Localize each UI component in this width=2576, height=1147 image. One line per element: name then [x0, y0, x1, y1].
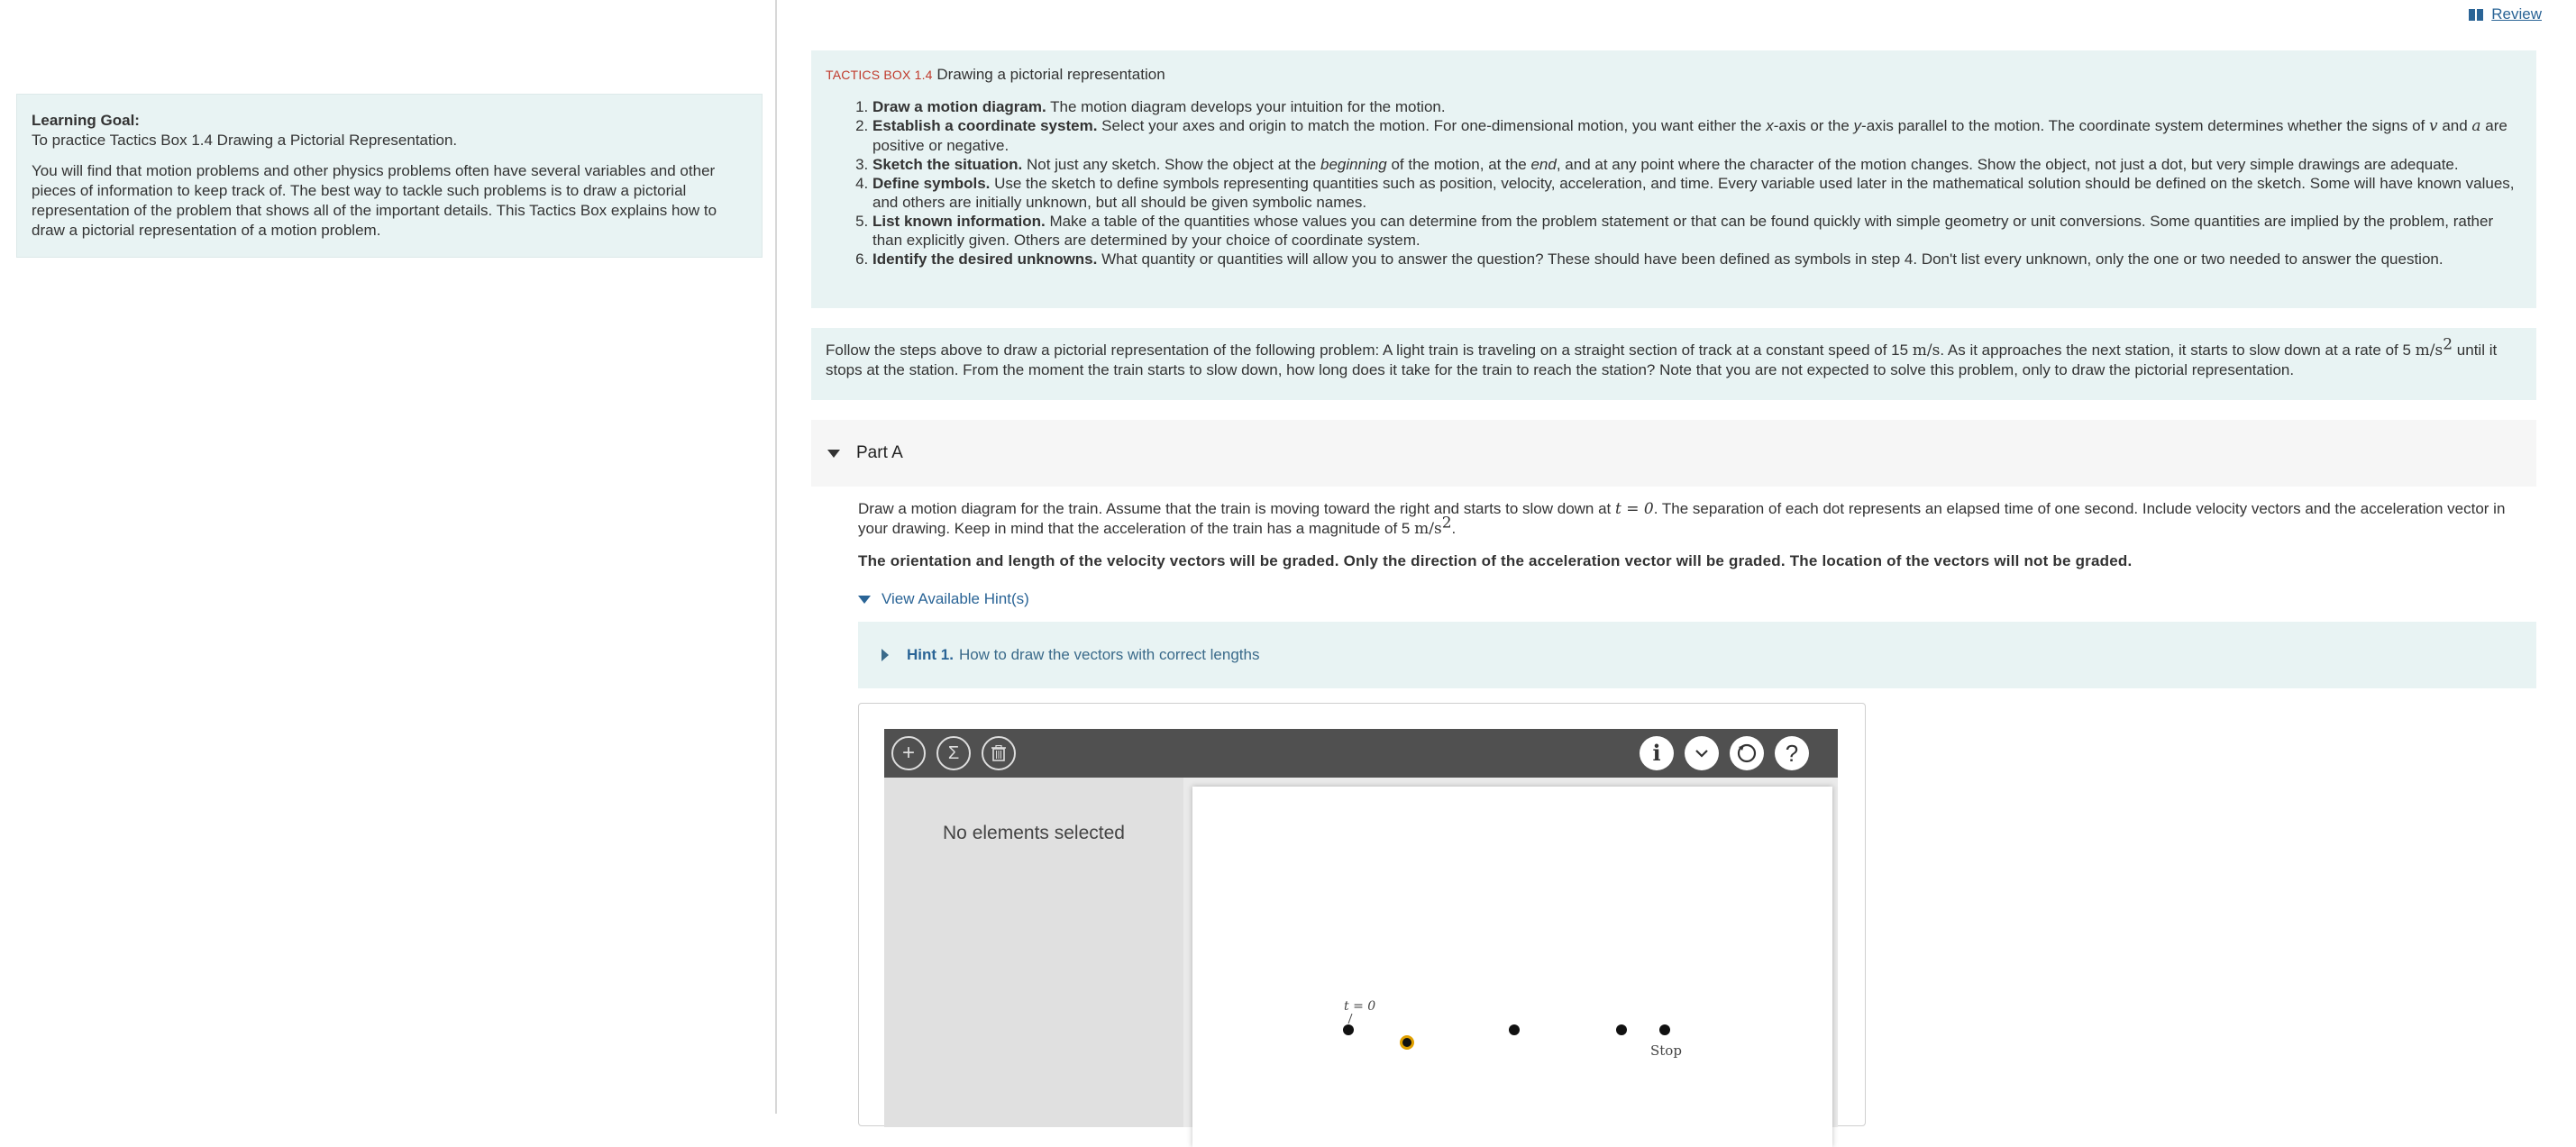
part-a-label: Part A [856, 443, 903, 462]
left-panel [0, 0, 777, 1114]
plus-icon[interactable]: + [891, 736, 926, 770]
collapse-triangle-icon [827, 450, 840, 458]
motion-dot-stop [1659, 1024, 1670, 1035]
tactics-box [811, 50, 2536, 308]
book-icon [2469, 9, 2484, 21]
chevron-down-icon[interactable] [1685, 736, 1719, 770]
review-label: Review [2491, 5, 2542, 23]
info-icon[interactable]: i [1640, 736, 1674, 770]
tactics-step: 4. Define symbols. Use the sketch to define symbols representing quantities such as position, velocity, acceleration, and time. Every variable used later in the mathematical solution should be defined on the sketch. Some will have known values, and others are initially unknown, but all should be given symbolic names. [872, 174, 2522, 212]
tactics-step: 1. Draw a motion diagram. The motion diagram develops your intuition for the motion. [872, 97, 2522, 116]
drawing-tool [858, 703, 1866, 1126]
problem-statement: Follow the steps above to draw a pictorial representation of the following problem: A light train is traveling on a straight section of track at a constant speed of 15 m/s. As it approaches the next station, it starts to slow down at a rate of 5 $m/s^2$ until it stops at the station. From the moment the train starts to slow down, how long does it take for the train to reach the station? Note that you are not expected to solve this problem, only to draw the pictorial representation. [811, 328, 2536, 400]
help-icon[interactable]: ? [1775, 736, 1809, 770]
canvas-area [1183, 778, 1838, 1127]
part-a-header[interactable] [811, 420, 2536, 487]
tactics-step: 6. Identify the desired unknowns. What quantity or quantities will allow you to answer the question? These should have been defined as symbols in step 4. Don't list every unknown, only the one or two needed to answer the question. [872, 250, 2522, 269]
learning-goal-body: You will find that motion problems and other physics problems often have several variables and other pieces of information to keep track of. The best way to tackle such problems is to draw a pictorial representation of the problem that shows all of the important details. This Tactics Box explains how to draw a pictorial representation of a motion problem. [32, 162, 717, 239]
no-selection-text: No elements selected [943, 823, 1125, 843]
learning-goal-title: Learning Goal: [32, 112, 140, 129]
part-a-body [858, 499, 2536, 609]
view-hints-toggle[interactable] [858, 589, 2536, 609]
review-link[interactable] [2469, 5, 2542, 23]
tactics-name: Drawing a pictorial representation [936, 66, 1165, 83]
hints-triangle-icon [858, 596, 871, 604]
tactics-step: 5. List known information. Make a table of the quantities whose values you can determine from the problem statement or that can be found quickly with simple geometry or unit conversions. Some quantities are implied by the problem, rather than explicitly given. Others are determined by your choice of coordinate system. [872, 212, 2522, 250]
learning-goal-subtitle: To practice Tactics Box 1.4 Drawing a Pictorial Representation. [32, 132, 458, 149]
hint-1-label: Hint 1. [907, 646, 954, 663]
hint-1-text: How to draw the vectors with correct lengths [958, 646, 1260, 663]
tactics-title [826, 65, 2522, 85]
hint-1[interactable] [858, 622, 2536, 688]
drawing-toolbar [884, 729, 1838, 778]
reset-icon[interactable] [1730, 736, 1764, 770]
tactics-step: 2. Establish a coordinate system. Select your axes and origin to match the motion. For one-dimensional motion, you want either the x-axis or the y-axis parallel to the motion. The coordinate system determines whether the signs of v and a are positive or negative. [872, 116, 2522, 155]
tactics-step: 3. Sketch the situation. Not just any sketch. Show the object at the beginning of the motion, at the end, and at any point where the character of the motion changes. Show the object, not just a dot, but very simple drawings are adequate. [872, 155, 2522, 174]
selection-panel [884, 778, 1183, 1127]
learning-goal-box [16, 94, 763, 258]
main-content [779, 0, 2576, 1114]
expand-triangle-icon [882, 649, 889, 661]
part-a-instructions: Draw a motion diagram for the train. Assume that the train is moving toward the right and starts to slow down at t = 0. The separation of each dot represents an elapsed time of one second. Include velocity vectors and the acceleration vector in your drawing. Keep in mind that the acceleration of the train has a magnitude of 5 $m/s^2$. [858, 500, 2506, 538]
motion-dot [1509, 1024, 1520, 1035]
tactics-tag: TACTICS BOX 1.4 [826, 68, 933, 82]
grading-note: The orientation and length of the velocity vectors will be graded. Only the direction of the acceleration vector will be graded. The location of the vectors will not be graded. [858, 552, 2133, 569]
motion-dot [1402, 1038, 1411, 1047]
trash-icon[interactable] [982, 736, 1016, 770]
motion-dot [1616, 1024, 1627, 1035]
sigma-icon[interactable]: Σ [936, 736, 971, 770]
stop-label: Stop [1650, 1042, 1682, 1059]
drawing-canvas[interactable] [1192, 787, 1832, 1147]
motion-dot [1343, 1024, 1354, 1035]
view-hints-label: View Available Hint(s) [882, 590, 1029, 607]
t0-pointer [1348, 1014, 1352, 1024]
tactics-steps [826, 97, 2522, 269]
t0-label: t = 0 [1344, 999, 1376, 1014]
